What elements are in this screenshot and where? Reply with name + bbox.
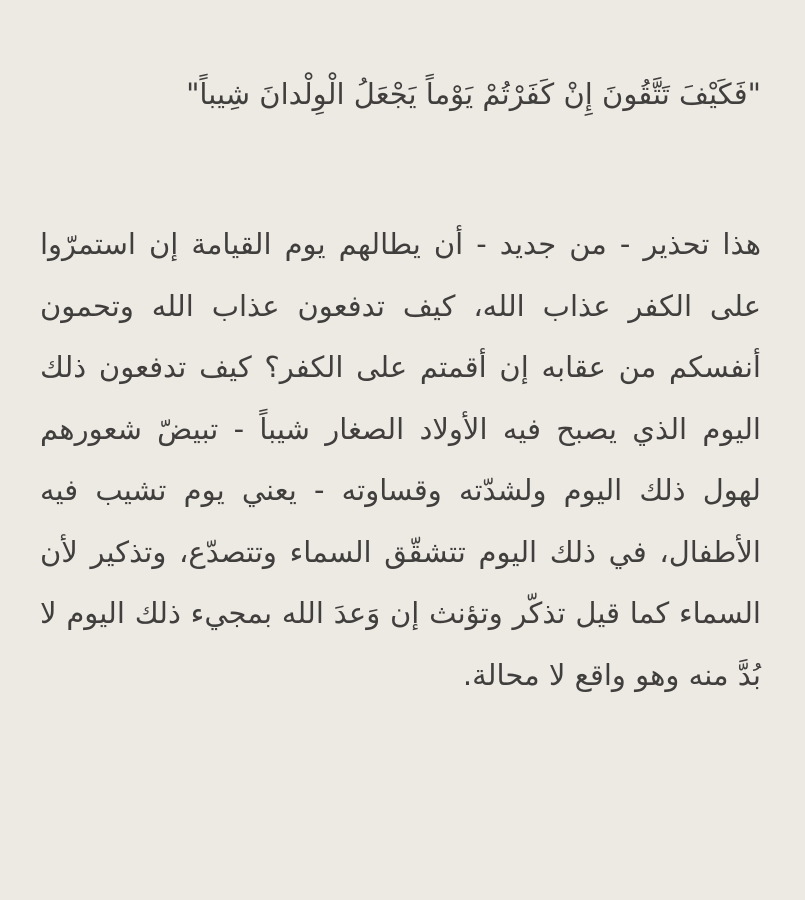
quranic-verse-quote: "فَكَيْفَ تَتَّقُونَ إِنْ كَفَرْتُمْ يَوْماً يَجْعَلُ الْوِلْدانَ شِيباً" bbox=[186, 77, 761, 111]
commentary-paragraph: هذا تحذير - من جديد - أن يطالهم يوم القيامة إن استمرّوا على الكفر عذاب الله، كيف تدفعون عذاب الله وتحمون أنفسكم من عقابه إن أقمتم على الكفر؟ كيف تدفعون ذلك اليوم الذي يصبح فيه الأولاد الصغار شيباً - تبيضّ شعورهم لهول ذلك اليوم ولشدّته وقساوته - يعني يوم تشيب فيه الأطفال، في ذلك اليوم تتشقّق السماء وتتصدّع، وتذكير لأن السماء كما قيل تذكّر وتؤنث إن وَعدَ الله بمجيء ذلك اليوم لا بُدَّ منه وهو واقع لا محالة. bbox=[40, 227, 761, 692]
